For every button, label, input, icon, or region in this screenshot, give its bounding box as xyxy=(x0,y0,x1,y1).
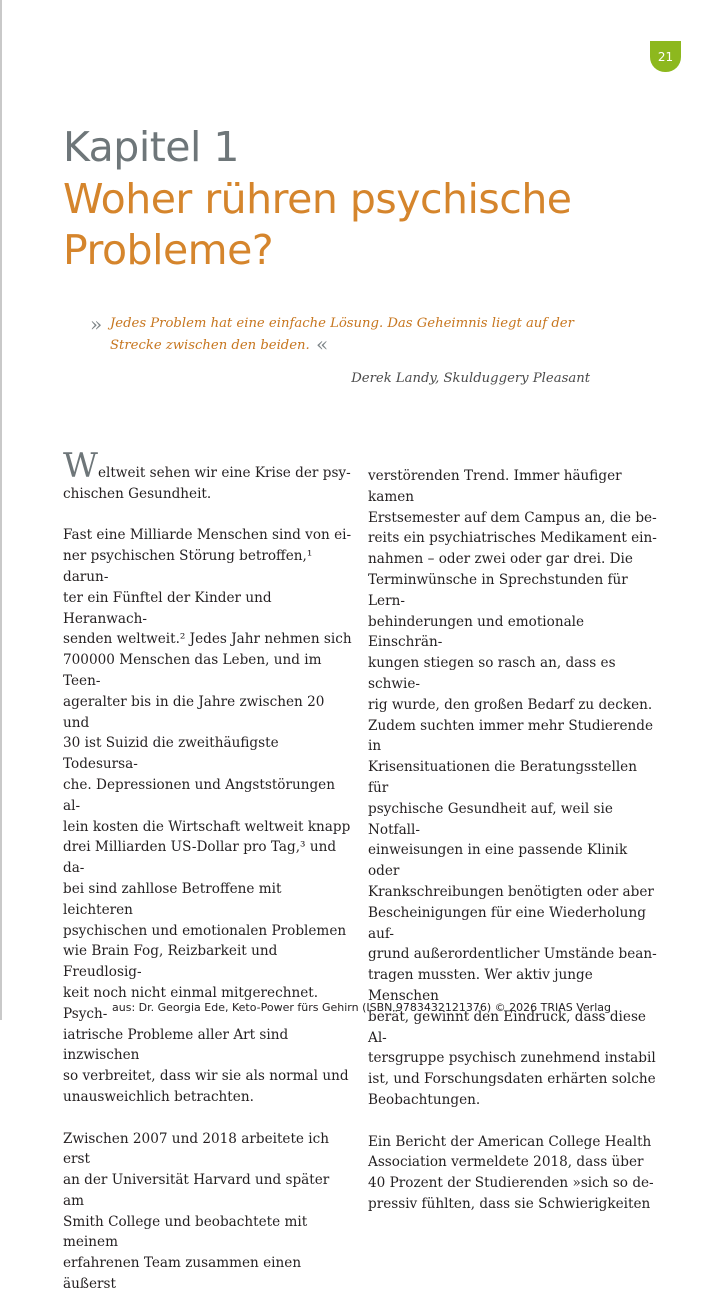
page-number: 21 xyxy=(657,49,674,64)
chapter-label: Kapitel 1 xyxy=(63,123,240,171)
epigraph-quote: » Jedes Problem hat eine einfache Lösung. Das Geheimnis liegt auf der Strecke zwischen den beiden. « xyxy=(90,312,574,356)
source-footer: aus: Dr. Georgia Ede, Keto-Power fürs Gehirn (ISBN 9783432121376) © 2026 TRIAS Verlag xyxy=(112,1001,611,1014)
drop-cap: W xyxy=(63,446,98,486)
body-column-left xyxy=(63,446,353,1316)
epigraph-attribution: Derek Landy, Skulduggery Pleasant xyxy=(351,371,590,386)
paragraph-harvard: Zwischen 2007 und 2018 arbeitete ich erst an der Universität Harvard und später am Smith College und beobachtete mit meinem erfahrenen Team zusammen einen äußerst xyxy=(63,1130,330,1293)
paragraph-report: Ein Bericht der American College Health Association vermeldete 2018, dass über 40 Prozent der Studierenden »sich so de- pressiv fühlten, dass sie Schwierigkeiten xyxy=(368,1133,654,1212)
quote-close-mark: « xyxy=(315,332,329,356)
paragraph-intro xyxy=(63,446,353,505)
paragraph-statistics: Fast eine Milliarde Menschen sind von ei- ner psychischen Störung betroffen,¹ darun- ter ein Fünftel der Kinder und Heranwach- senden weltweit.² Jedes Jahr nehmen sich 700000 Menschen das Leben, und im Teen- ageralter bis in die Jahre zwischen 20 und 30 ist Suizid die zweithäufigste Todesursa- che. Depressionen und Angststörungen al- lein kosten die Wirtschaft weltweit knapp drei Milliarden US-Dollar pro Tag,³ und da- bei sind zahllose Betroffene mit leichteren psychischen und emotionalen Problemen wie Brain Fog, Reizbarkeit und Freudlosig- keit noch nicht einmal mitgerechnet. Psych- iatrische Probleme aller Art sind inzwischen so verbreitet, dass wir sie als normal und unausweichlich betrachten. xyxy=(63,527,352,1105)
chapter-heading xyxy=(63,120,572,276)
chapter-title-line-1: Woher rühren psychische xyxy=(63,175,572,223)
chapter-title-line-2: Probleme? xyxy=(63,226,274,274)
paragraph-intro-text: eltweit sehen wir eine Krise der psy- chischen Gesundheit. xyxy=(63,465,351,502)
body-column-right xyxy=(368,466,658,1235)
page-number-badge xyxy=(650,41,681,72)
paragraph-trend: verstörenden Trend. Immer häufiger kamen Erstsemester auf dem Campus an, die be- reits ein psychiatrisches Medikament ein- nahmen – oder zwei oder gar drei. Die Terminwünsche in Sprechstunden für Lern- behinderungen und emotionale Einschrän- kungen stiegen so rasch an, dass es schwie- rig wurde, den großen Bedarf zu decken. Zudem suchten immer mehr Studierende in Krisensituationen die Beratungsstellen für psychische Gesundheit auf, weil sie Notfall- einweisungen in eine passende Klinik oder Krankschreibungen benötigten oder aber Bescheinigungen für eine Wiederholung auf- grund außerordentlicher Umstände bean- tragen mussten. Wer aktiv junge Menschen berät, gewinnt den Eindruck, dass diese Al- tersgruppe psychisch zunehmend instabil ist, und Forschungsdaten erhärten solche Beobachtungen. xyxy=(368,468,657,1108)
epigraph-text: Jedes Problem hat eine einfache Lösung. Das Geheimnis liegt auf der Strecke zwischen den beiden. xyxy=(110,316,574,353)
page-edge-rule xyxy=(0,0,2,1020)
